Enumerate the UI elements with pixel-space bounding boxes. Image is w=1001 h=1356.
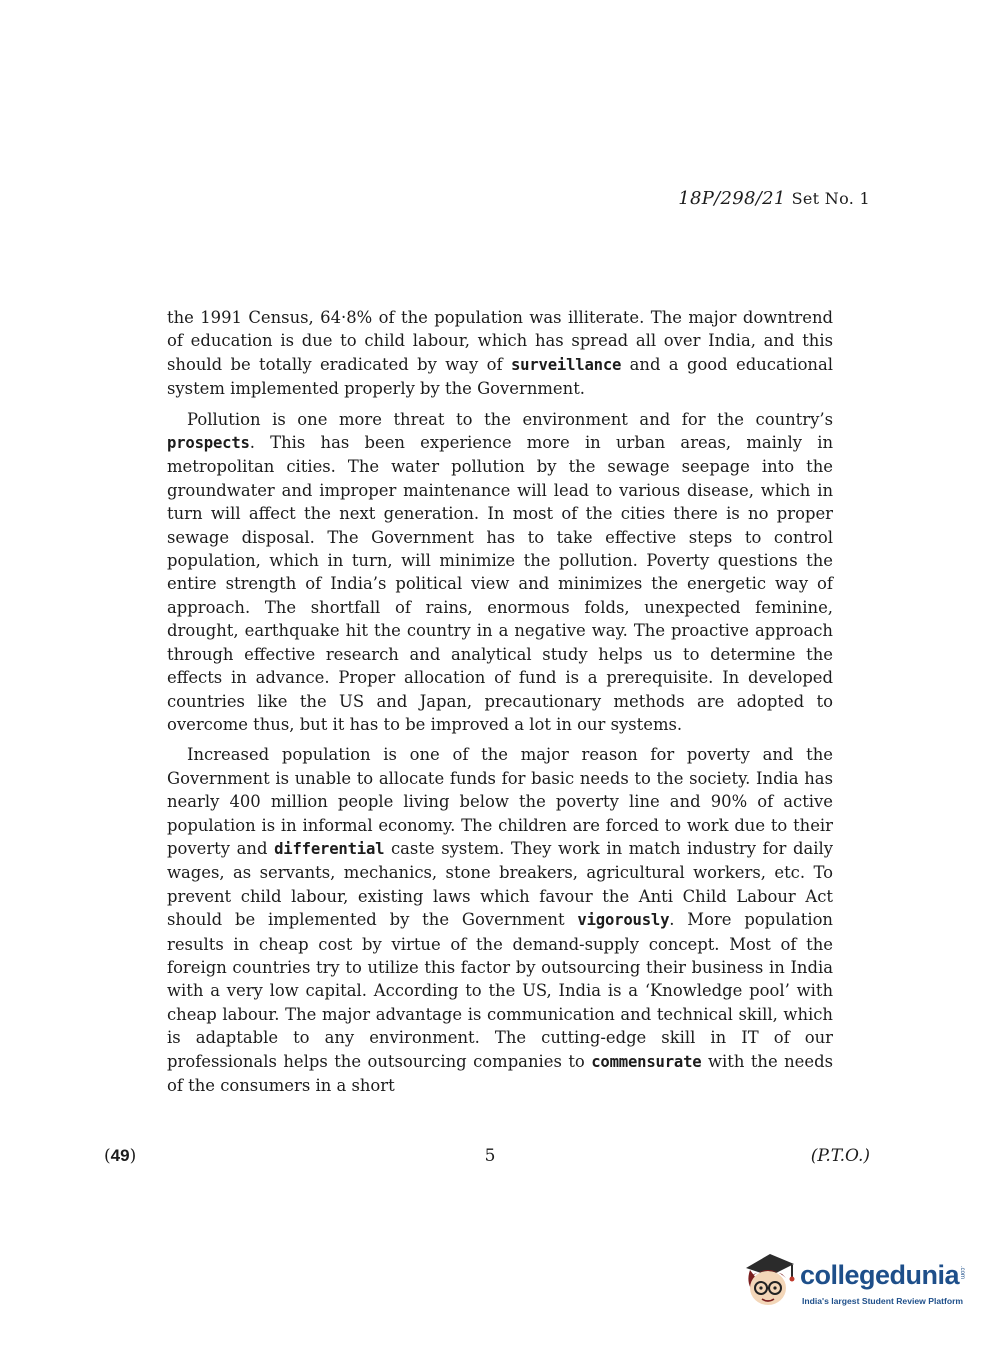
bold-term: differential — [274, 839, 385, 858]
paper-code: 18P/298/21 — [678, 188, 786, 209]
bold-term: commensurate — [591, 1052, 702, 1071]
text-run: caste system. They work in match industry for daily wages, as servants, mechanics, stone breakers, agricultural workers, etc. To prevent child labour, existing laws which favour the Anti Child Labour Act should be implemented by the Government — [167, 838, 833, 930]
text-run: . More population results in cheap cost by virtue of the demand-supply concept. Most of the foreign countries try to utilize this factor by outsourcing their business in India with a very low capital. According to the US, India is a ‘Knowledge pool’ with cheap labour. The major advantage is communication and technical skill, which is adaptable to any environment. The cutting-edge skill in IT of our professionals helps the outsourcing companies to — [167, 910, 833, 1071]
pto-label: (P.T.O.) — [810, 1146, 870, 1166]
text-run: with the needs of the consumers in a short — [167, 1051, 833, 1095]
bold-term: surveillance — [510, 355, 622, 374]
logo-wordmark: collegedunia — [800, 1260, 960, 1290]
bold-term: vigorously — [577, 911, 670, 930]
paragraph-2 — [167, 408, 833, 737]
logo-domain: .com — [959, 1266, 965, 1280]
paren: ) — [129, 1146, 137, 1166]
paragraph-3 — [167, 743, 833, 1097]
text-run: . This has been experience more in urban areas, mainly in metropolitan cities. The water pollution by the sewage seepage into the groundwater and improper maintenance will lead to various disease, which in turn will affect the next generation. In most of the cities there is no proper sewage disposal. The Government has to take effective steps to control population, which in turn, will minimize the pollution. Poverty questions the entire strength of India’s political view and minimizes the energetic way of approach. The shortfall of rains, enormous folds, unexpected feminine, drought, earthquake hit the country in a negative way. The proactive approach through effective research and analytical study helps us to determine the effects in advance. Proper allocation of fund is a prerequisite. In developed countries like the US and Japan, precautionary methods are adopted to overcome thus, but it has to be improved a lot in our systems. — [167, 433, 833, 734]
booklet-number — [104, 1146, 136, 1166]
logo-tagline: India's largest Student Review Platform — [802, 1296, 964, 1306]
page-number: 5 — [484, 1146, 496, 1166]
set-number: Set No. 1 — [791, 189, 870, 208]
graduate-mascot-icon — [740, 1248, 796, 1312]
paren: ( — [104, 1146, 111, 1166]
text-run: and a good educational system implemented properly by the Government. — [167, 354, 834, 399]
answer-body — [167, 306, 833, 1097]
paragraph-1 — [167, 306, 833, 401]
collegedunia-logo — [740, 1248, 970, 1318]
paper-code-header — [620, 188, 870, 209]
bold-term: prospects — [167, 434, 250, 453]
text-run: Increased population is one of the major reason for poverty and the Government is unable to allocate funds for basic needs to the society. India has nearly 400 million people living below the poverty line and 90% of active population is in informal economy. The children are forced to work due to their poverty and — [167, 745, 833, 858]
text-run: Pollution is one more threat to the environment and for the country’s — [187, 409, 833, 429]
text-run: the 1991 Census, 64·8% of the population was illiterate. The major downtrend of education is due to child labour, which has spread all over India, and this should be totally eradicated by way of — [167, 308, 833, 374]
booklet-number-value: 49 — [110, 1146, 130, 1165]
